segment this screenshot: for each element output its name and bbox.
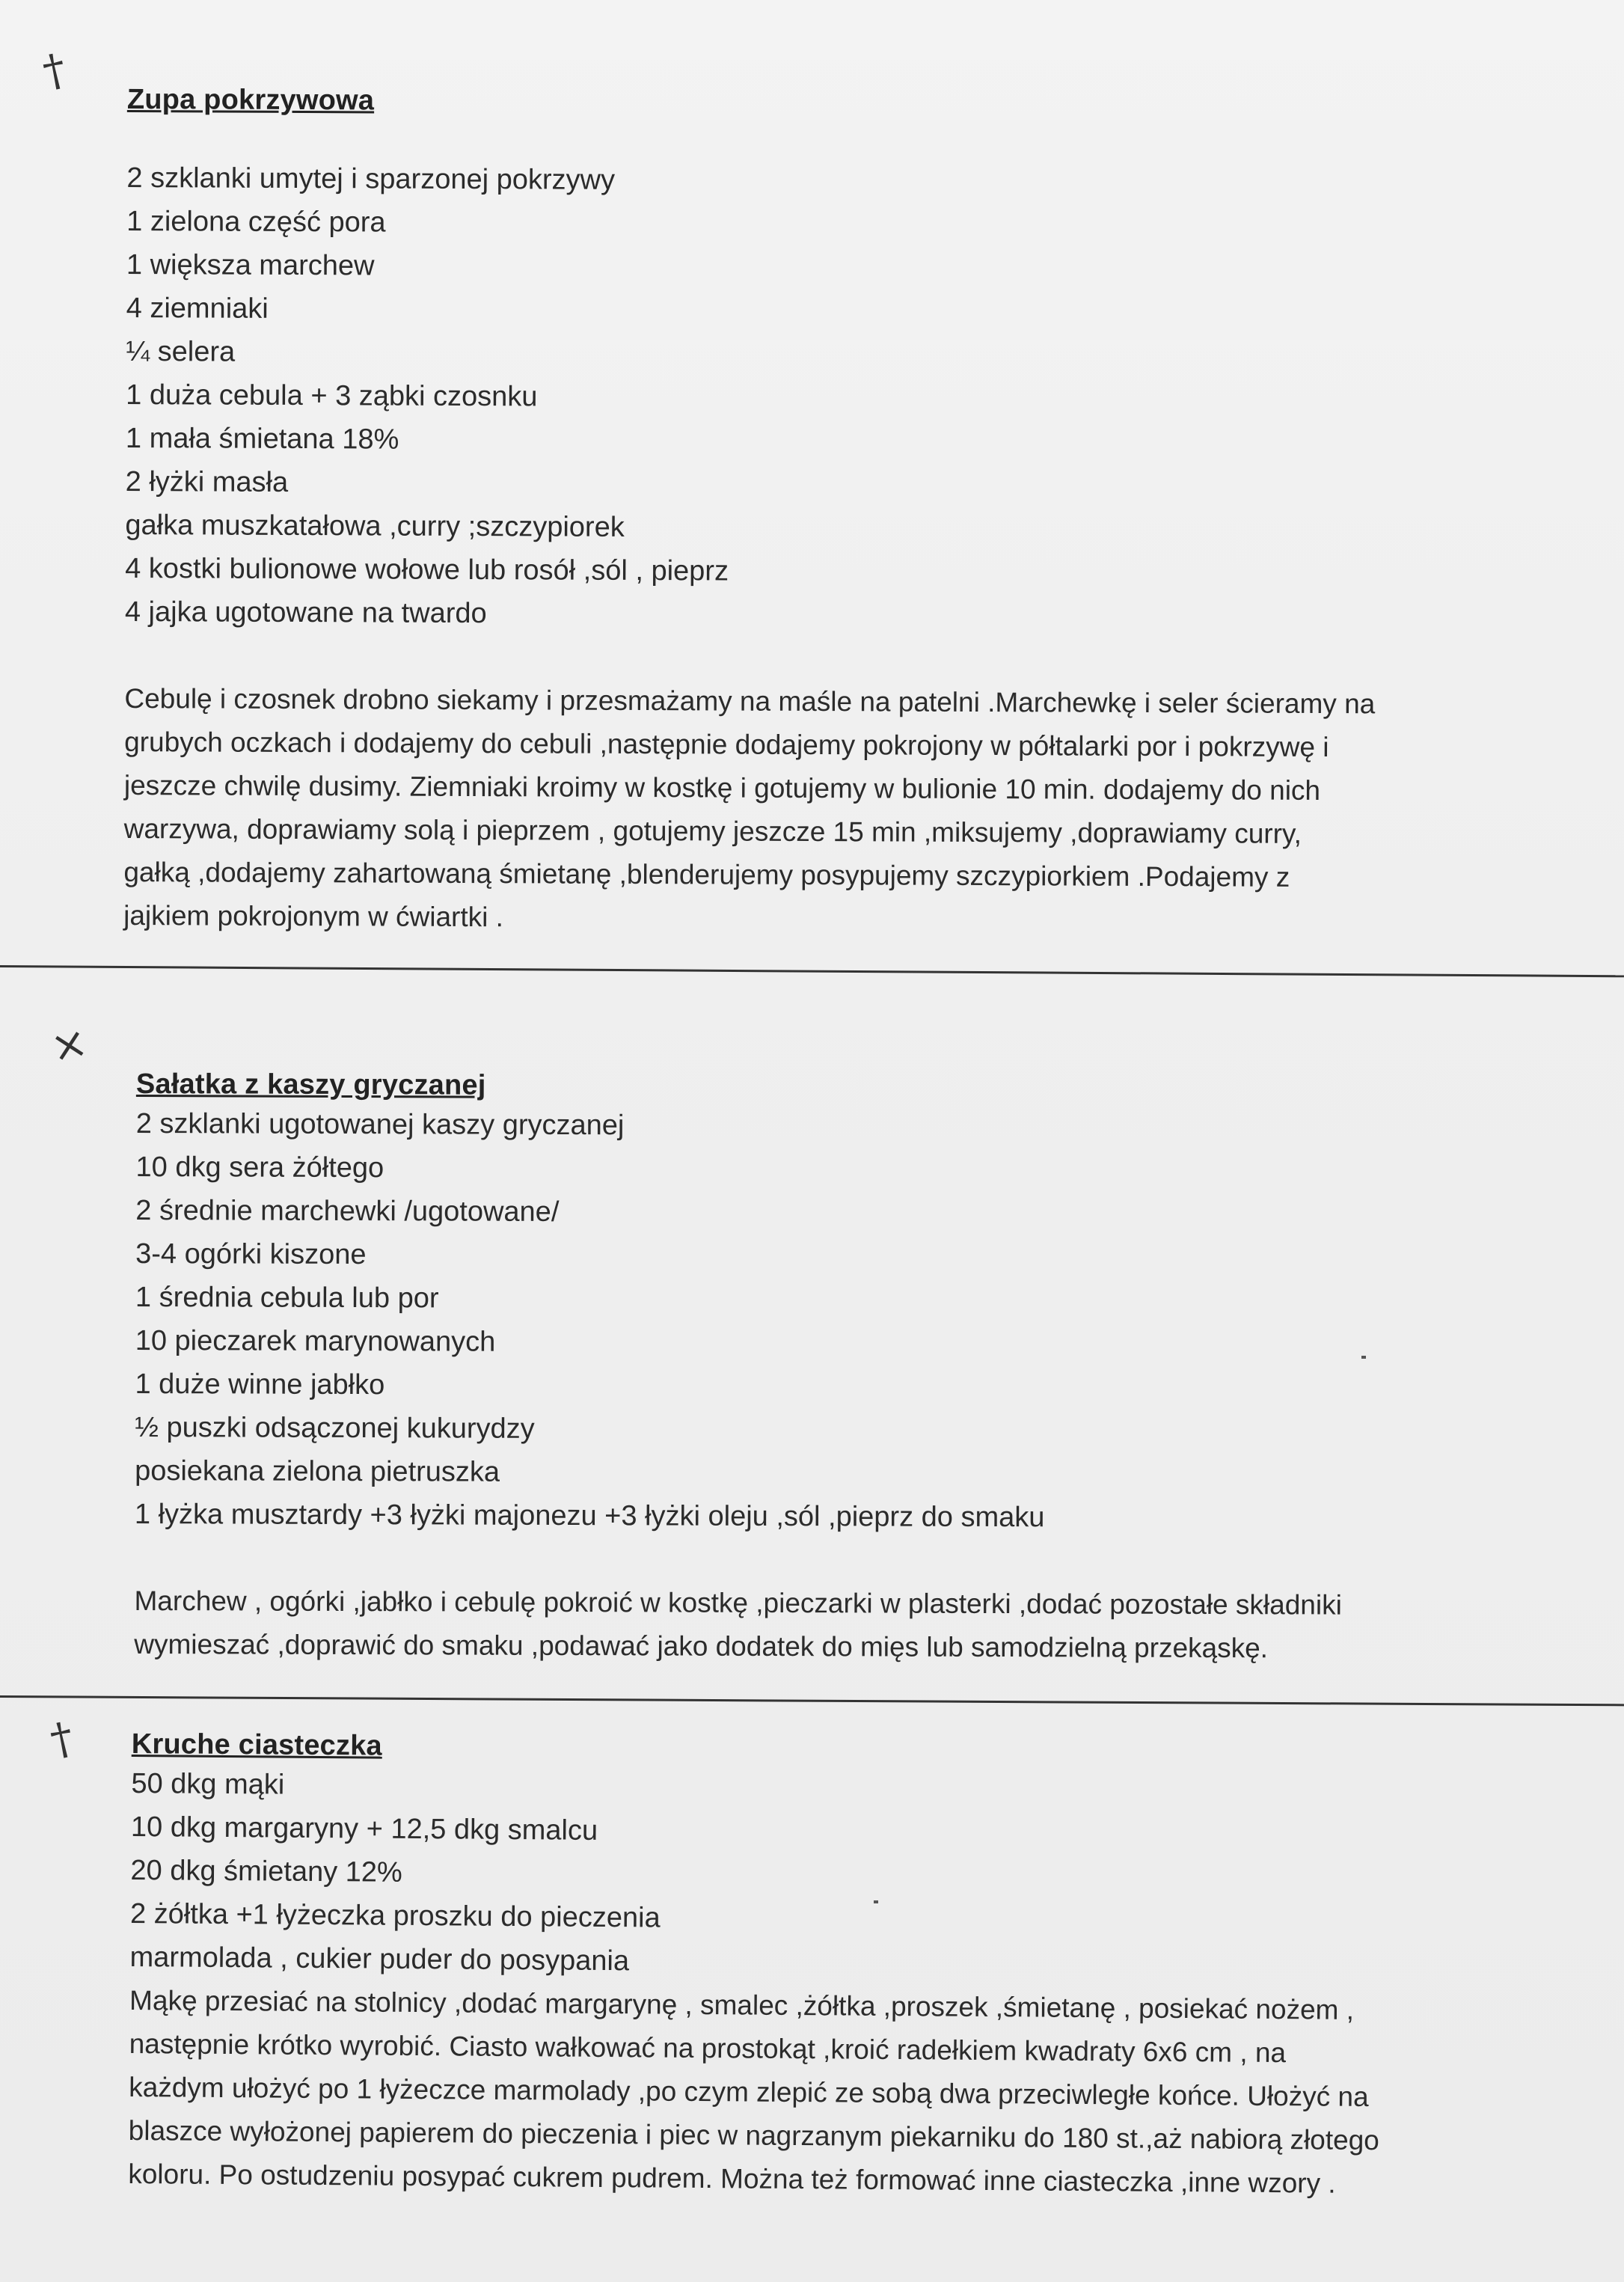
method-line: gałką ,dodajemy zahartowaną śmietanę ,blenderujemy posypujemy szczypiorkiem .Podajemy z: [123, 856, 1290, 893]
ingredient-item: 1 większa marchew: [126, 248, 375, 282]
ingredient-item: 20 dkg śmietany 12%: [130, 1854, 402, 1888]
recipe-title: Sałatka z kaszy gryczanej: [135, 1068, 486, 1101]
ingredient-item: 10 dkg sera żółtego: [135, 1151, 384, 1184]
handwritten-mark-2: ×: [46, 1015, 93, 1074]
method-line: grubych oczkach i dodajemy do cebuli ,następnie dodajemy pokrojony w półtalarki por i pokrzywę i: [124, 726, 1329, 763]
section-divider: [0, 965, 1624, 977]
ingredient-item: 2 żółtka +1 łyżeczka proszku do pieczenia: [129, 1897, 661, 1934]
recipe-shortbread-cookies: [128, 1728, 1382, 2206]
ingredient-item: marmolada , cukier puder do posypania: [129, 1941, 630, 1977]
handwritten-mark-3: †: [46, 1711, 78, 1766]
recipe-method: [134, 1579, 1342, 1671]
handwritten-mark-1: †: [38, 43, 70, 98]
section-divider: [0, 1695, 1624, 1706]
ingredient-item: 1 duża cebula + 3 ząbki czosnku: [126, 379, 538, 413]
ingredient-item: ½ puszki odsączonej kukurydzy: [135, 1411, 535, 1445]
ingredient-item: 1 duże winne jabłko: [135, 1368, 385, 1401]
recipe-title: Kruche ciasteczka: [131, 1728, 383, 1762]
ingredient-item: 3-4 ogórki kiszone: [135, 1238, 367, 1271]
ingredient-list: [135, 1102, 1343, 1541]
ingredient-item: 2 szklanki ugotowanej kaszy gryczanej: [135, 1107, 625, 1142]
method-line: każdym ułożyć po 1 łyżeczce marmolady ,po czym zlepić ze sobą dwa przeciwległe końce. Ułożyć na: [129, 2071, 1369, 2113]
recipe-buckwheat-salad: [134, 1068, 1343, 1671]
method-line: Mąkę przesiać na stolnicy ,dodać margarynę , smalec ,żółtka ,proszek ,śmietanę , posiekać nożem ,: [129, 1984, 1355, 2025]
ingredient-item: 2 łyżki masła: [125, 465, 289, 498]
method-line: jajkiem pokrojonym w ćwiartki .: [123, 899, 504, 933]
ingredient-item: 10 pieczarek marynowanych: [135, 1324, 496, 1358]
paper-speck: [1361, 1356, 1366, 1359]
ingredient-item: 1 łyżka musztardy +3 łyżki majonezu +3 łyżki oleju ,sól ,pieprz do smaku: [134, 1498, 1045, 1534]
ingredient-item: 4 jajka ugotowane na twardo: [124, 596, 487, 630]
ingredient-item: 2 szklanki umytej i sparzonej pokrzywy: [126, 162, 616, 196]
recipe-method: [123, 677, 1375, 943]
method-line: koloru. Po ostudzeniu posypać cukrem pudrem. Można też formować inne ciasteczka ,inne wzory .: [128, 2158, 1336, 2199]
ingredient-list: [129, 1762, 1382, 1989]
ingredient-item: 4 kostki bulionowe wołowe lub rosół ,sól , pieprz: [125, 552, 729, 587]
method-line: warzywa, doprawiamy solą i pieprzem , gotujemy jeszcze 15 min ,miksujemy ,doprawiamy curry,: [123, 813, 1302, 849]
ingredient-item: 1 mała śmietana 18%: [125, 422, 399, 456]
ingredient-item: 4 ziemniaki: [126, 292, 269, 325]
ingredient-item: ¼ selera: [126, 335, 236, 368]
paper-speck: [874, 1900, 878, 1903]
ingredient-list: [125, 156, 1378, 639]
ingredient-item: posiekana zielona pietruszka: [135, 1454, 500, 1488]
recipe-nettle-soup: [123, 84, 1378, 943]
recipe-method: [128, 1979, 1380, 2206]
method-line: Cebulę i czosnek drobno siekamy i przesmażamy na maśle na patelni .Marchewkę i seler ścieramy na: [124, 682, 1376, 720]
ingredient-item: 2 średnie marchewki /ugotowane/: [135, 1194, 560, 1228]
method-line: następnie krótko wyrobić. Ciasto wałkować na prostokąt ,kroić radełkiem kwadraty 6x6 cm , na: [129, 2028, 1287, 2069]
ingredient-item: 10 dkg margaryny + 12,5 dkg smalcu: [130, 1811, 598, 1847]
method-line: wymieszać ,doprawić do smaku ,podawać jako dodatek do mięs lub samodzielną przekąskę.: [134, 1628, 1269, 1664]
ingredient-item: 1 średnia cebula lub por: [135, 1281, 439, 1315]
ingredient-item: gałka muszkatałowa ,curry ;szczypiorek: [125, 509, 625, 543]
ingredient-item: 1 zielona część pora: [126, 205, 386, 239]
ingredient-item: 50 dkg mąki: [131, 1767, 285, 1801]
method-line: blaszce wyłożonej papierem do pieczenia i piec w nagrzanym piekarniku do 180 st.,aż nabiorą złotego: [128, 2114, 1380, 2156]
recipe-title: Zupa pokrzywowa: [126, 84, 375, 117]
method-line: Marchew , ogórki ,jabłko i cebulę pokroić w kostkę ,pieczarki w plasterki ,dodać pozostałe składniki: [134, 1585, 1342, 1621]
method-line: jeszcze chwilę dusimy. Ziemniaki kroimy w kostkę i gotujemy w bulionie 10 min. dodajemy do nich: [123, 769, 1321, 806]
